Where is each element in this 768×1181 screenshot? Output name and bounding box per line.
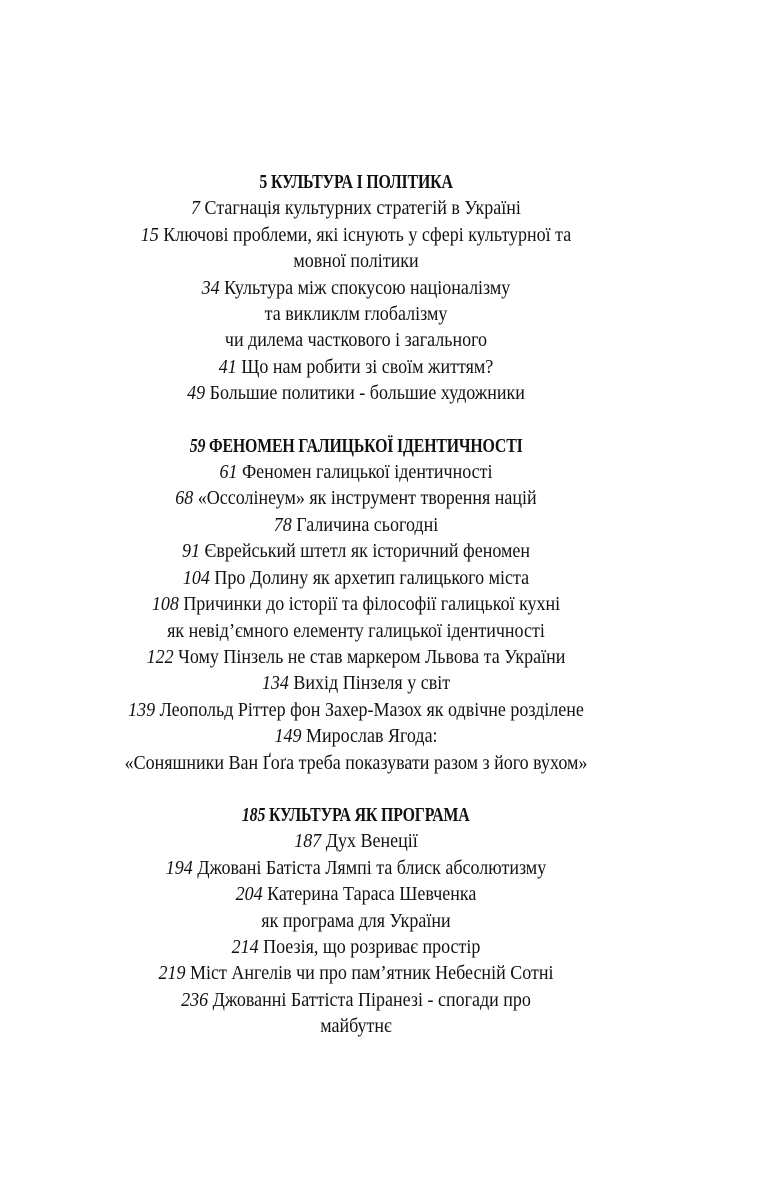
entry-title: «Оссолінеум» як інструмент творення націй: [197, 487, 537, 510]
toc-entry-line: [36, 908, 677, 934]
entry-title: Вихід Пінзеля у світ: [293, 672, 451, 695]
toc-entry-line: [36, 934, 677, 960]
entry-page-number: 214: [231, 935, 259, 958]
entry-page-number: 68: [175, 487, 194, 510]
toc-entry-line: [36, 855, 677, 881]
section-title: ФЕНОМЕН ГАЛИЦЬКОЇ ІДЕНТИЧНОСТІ: [208, 434, 523, 457]
section-page-number: 5: [259, 171, 268, 193]
entry-title: Причинки до історії та філософії галицької кухні: [183, 593, 561, 616]
entry-page-number: 187: [294, 830, 322, 853]
entry-title: Мирослав Ягода:: [305, 725, 438, 748]
entry-page-number: 41: [218, 355, 237, 378]
toc-entry-line: [36, 327, 677, 353]
entry-title: Большие политики - большие художники: [209, 382, 525, 405]
toc-entry-line: [36, 987, 677, 1013]
entry-title: Що нам робити зі своїм життям?: [241, 355, 494, 378]
section-page-number: 185: [242, 803, 266, 826]
toc-entry-line: [36, 459, 677, 485]
toc-section: [0, 433, 712, 776]
entry-page-number: 49: [187, 382, 206, 405]
entry-page-number: 34: [201, 276, 220, 299]
section-page-number: 59: [189, 434, 206, 457]
toc-entry-line: [36, 512, 677, 538]
toc-entry-line: [36, 960, 677, 986]
toc-entry-line: [36, 618, 677, 644]
toc-entry-line: [36, 538, 677, 564]
section-heading: [36, 169, 677, 195]
entry-title: як програма для України: [261, 909, 451, 932]
entry-title: Єврейський штетл як історичний феномен: [204, 540, 531, 563]
entry-title: майбутнє: [320, 1015, 392, 1038]
entry-page-number: 204: [235, 883, 263, 906]
entry-page-number: 219: [158, 962, 186, 985]
entry-page-number: 134: [261, 672, 289, 695]
entry-title: Дух Венеції: [325, 830, 418, 853]
entry-page-number: 7: [191, 197, 201, 220]
entry-title: Леопольд Ріттер фон Захер-Мазох як одвічне розділене: [159, 698, 584, 721]
entry-title: Стагнація культурних стратегій в Україні: [204, 197, 521, 220]
entry-title: Поезія, що розриває простір: [263, 935, 481, 958]
entry-title: Культура між спокусою націоналізму: [224, 276, 511, 299]
toc-entry-line: [36, 301, 677, 327]
toc-entry-line: [36, 485, 677, 511]
entry-title: Феномен галицької ідентичності: [241, 461, 493, 484]
entry-page-number: 108: [151, 593, 179, 616]
entry-title: мовної політики: [293, 250, 419, 273]
section-title: КУЛЬТУРА І ПОЛІТИКА: [270, 171, 453, 193]
toc-entry-line: [36, 828, 677, 854]
entry-page-number: 236: [181, 988, 209, 1011]
toc-section: [0, 802, 712, 1040]
entry-title: Джовані Батіста Лямпі та блиск абсолютизму: [197, 856, 547, 879]
entry-page-number: 15: [140, 223, 159, 246]
toc-entry-line: [36, 565, 677, 591]
entry-title: Ключові проблеми, які існують у сфері культурної та: [163, 223, 572, 246]
table-of-contents: [0, 169, 712, 1066]
entry-page-number: 194: [165, 856, 193, 879]
entry-title: Чому Пінзель не став маркером Львова та України: [178, 645, 566, 668]
entry-title: Катерина Тараса Шевченка: [267, 883, 477, 906]
entry-title: Про Долину як архетип галицького міста: [214, 566, 530, 589]
toc-entry-line: [36, 723, 677, 749]
entry-title: як невід’ємного елементу галицької ідентичності: [167, 619, 545, 642]
section-heading: [36, 433, 677, 459]
entry-page-number: 104: [182, 566, 210, 589]
toc-entry-line: [36, 697, 677, 723]
toc-entry-line: [36, 670, 677, 696]
entry-page-number: 91: [181, 540, 200, 563]
toc-section: [0, 169, 712, 407]
toc-entry-line: [36, 275, 677, 301]
toc-entry-line: [36, 248, 677, 274]
entry-title: Джованні Баттіста Піранезі - спогади про: [212, 988, 531, 1011]
entry-title: чи дилема часткового і загального: [224, 329, 488, 352]
entry-page-number: 149: [274, 725, 302, 748]
toc-entry-line: [36, 195, 677, 221]
section-title: КУЛЬТУРА ЯК ПРОГРАМА: [269, 803, 470, 826]
toc-entry-line: [36, 354, 677, 380]
toc-entry-line: [36, 591, 677, 617]
toc-entry-line: [36, 222, 677, 248]
entry-title: Міст Ангелів чи про пам’ятник Небесній Сотні: [190, 962, 554, 985]
section-heading: [36, 802, 677, 828]
entry-title: та викликлм глобалізму: [264, 303, 448, 326]
toc-entry-line: [36, 380, 677, 406]
entry-page-number: 122: [146, 645, 174, 668]
entry-page-number: 139: [128, 698, 156, 721]
toc-entry-line: [36, 750, 677, 776]
entry-page-number: 61: [219, 461, 238, 484]
entry-title: «Соняшники Ван Ґоґа треба показувати разом з його вухом»: [124, 751, 588, 774]
entry-title: Галичина сьогодні: [296, 513, 439, 536]
toc-entry-line: [36, 881, 677, 907]
entry-page-number: 78: [273, 513, 292, 536]
toc-entry-line: [36, 1013, 677, 1039]
toc-entry-line: [36, 644, 677, 670]
